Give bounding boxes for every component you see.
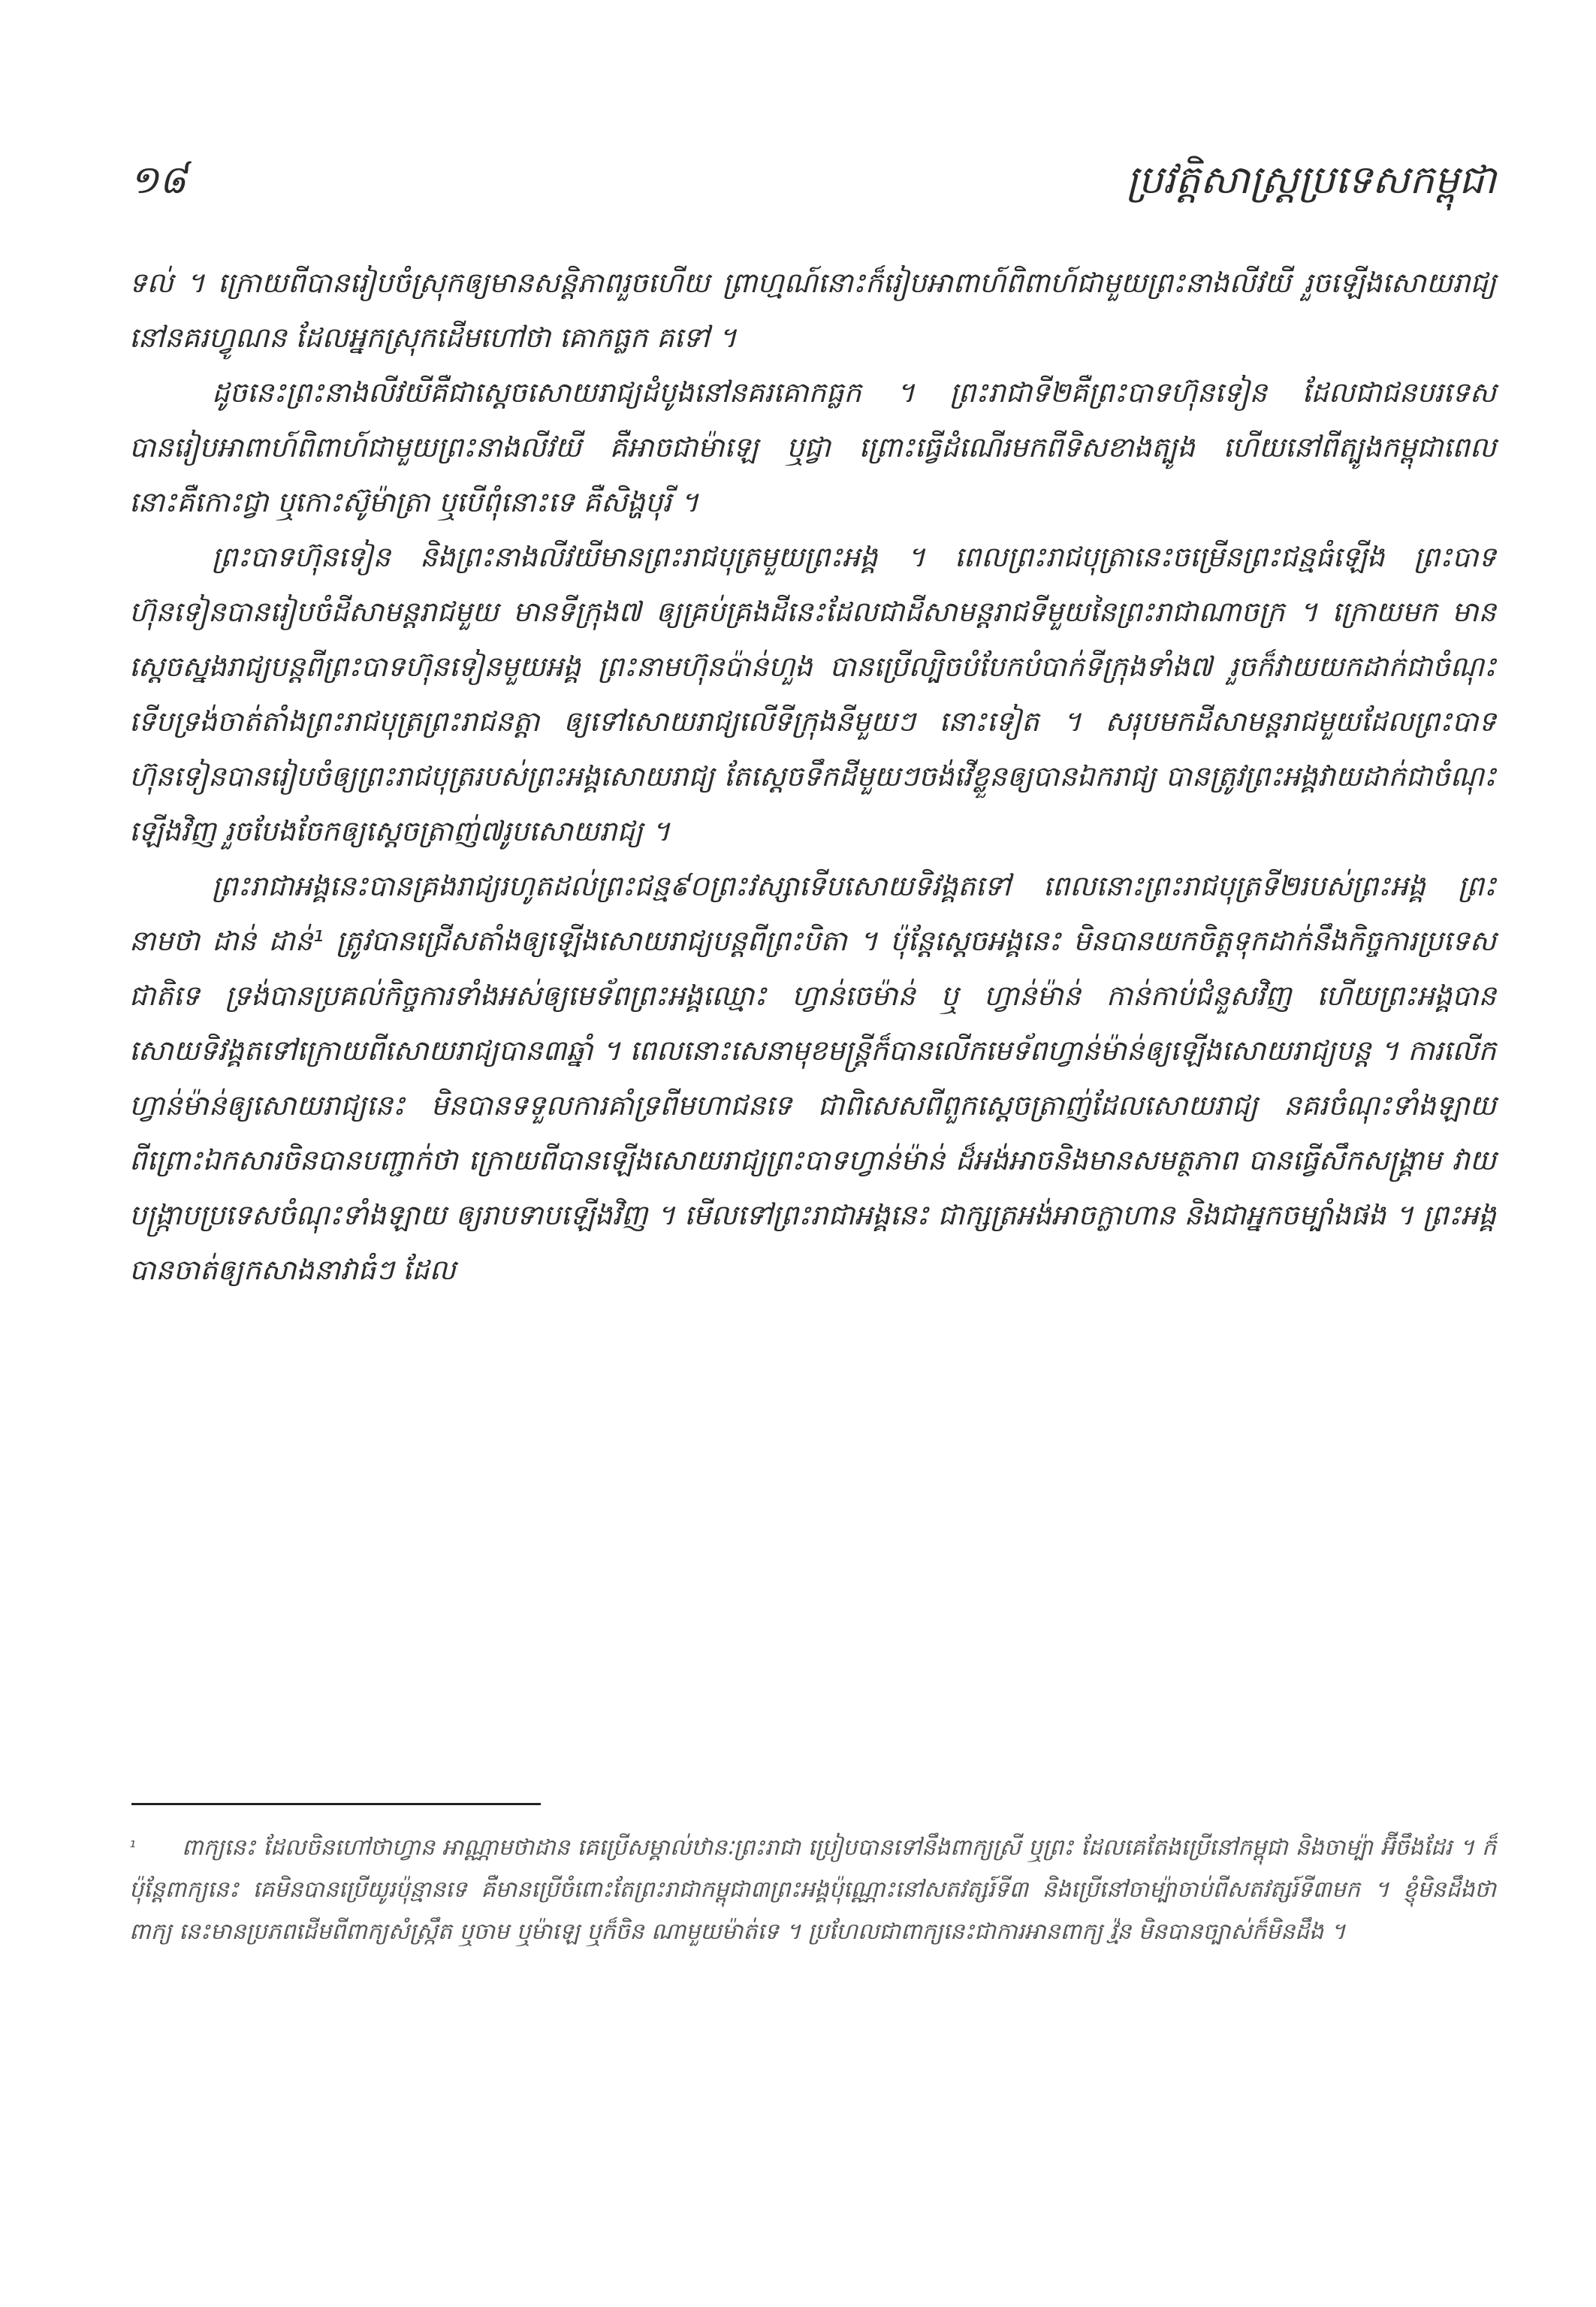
body-text	[129, 255, 1496, 1297]
paragraph-1: ទល់ ។ ក្រោយពីបានរៀបចំស្រុកឲ្យមានសន្តិភាពរួចហើយ ព្រាហ្មណ៍នោះក៏រៀបអាពាហ៍ពិពាហ៍ជាមួយព្រះនាងលីវយី រួចឡើងសោយរាជ្យនៅនគរហ្វូណន ដែលអ្នកស្រុកដើមហៅថា គោកធ្លក គទៅ ។	[129, 267, 1496, 354]
page-number: ១៨	[129, 158, 187, 203]
paragraph-2: ដូចនេះព្រះនាងលីវយីគឺជាស្តេចសោយរាជ្យដំបូងនៅនគរគោកធ្លក ។ ព្រះរាជាទី២គឺព្រះបាទហ៊ុនទៀន ដែលជាជនបរទេសបានរៀបអាពាហ៍ពិពាហ៍ជាមួយព្រះនាងលីវយី គឺអាចជាម៉ាឡេ ឬជ្វា ព្រោះធ្វើដំណើរមកពីទិសខាងត្បូង ហើយនៅពីត្បូងកម្ពុជាពេលនោះគឺកោះជ្វា ឬកោះស៊ូម៉ាត្រា ឬបើពុំនោះទេ គឺសិង្ហបុរី ។	[129, 376, 1496, 518]
page-header	[129, 150, 1496, 218]
footnote-divider	[131, 1803, 541, 1805]
footnote-text: ពាក្យនេះ ដែលចិនហៅថាហ្វាន អាណ្ណាមថាដាន គេប្រើសម្គាល់ឋានៈព្រះរាជា ប្រៀបបានទៅនឹងពាក្យស្រី ឬព្រះ ដែលគេតែងប្រើនៅកម្ពុជា និងចាម្ប៉ា អ៊ីចឹងដែរ ។ ក៏ប៉ុន្តែពាក្យនេះ គេមិនបានប្រើយូរប៉ុន្មានទេ គឺមានប្រើចំពោះតែព្រះរាជាកម្ពុជា៣ព្រះអង្គប៉ុណ្ណោះនៅសតវត្សរ៍ទី៣ និងប្រើនៅចាម្ប៉ាចាប់ពីសតវត្សរ៍ទី៣មក ។ ខ្ញុំមិនដឹងថាពាក្យ នេះមានប្រភពដើមពីពាក្យសំស្ក្រឹត ឬចាម ឬម៉ាឡេ ឬក៏ចិន ណាមួយម៉ាត់ទេ ។ ប្រហែលជាពាក្យនេះជាការអានពាក្យ វ្ម៉ន មិនបានច្បាស់ក៏មិនដឹង ។	[129, 1834, 1496, 1945]
paragraph-3: ព្រះបាទហ៊ុនទៀន និងព្រះនាងលីវយីមានព្រះរាជបុត្រមួយព្រះអង្គ ។ ពេលព្រះរាជបុត្រានេះចម្រើនព្រះជន្មធំឡើង ព្រះបាទហ៊ុនទៀនបានរៀបចំដីសាមន្តរាជមួយ មានទីក្រុង៧ ឲ្យគ្រប់គ្រងដីនេះដែលជាដីសាមន្តរាជទីមួយនៃព្រះរាជាណាចក្រ ។ ក្រោយមក មានស្តេចស្នងរាជ្យបន្តពីព្រះបាទហ៊ុនទៀនមួយអង្គ ព្រះនាមហ៊ុនប៉ាន់ហួង បានប្រើល្បិចបំបែកបំបាក់ទីក្រុងទាំង៧ រួចក៏វាយយកដាក់ជាចំណុះ ទើបទ្រង់ចាត់តាំងព្រះរាជបុត្រព្រះរាជនត្តា ឲ្យទៅសោយរាជ្យលើទីក្រុងនីមួយៗ នោះទៀត ។ សរុបមកដីសាមន្តរាជមួយដែលព្រះបាទហ៊ុនទៀនបានរៀបចំឲ្យព្រះរាជបុត្ររបស់ព្រះអង្គសោយរាជ្យ តែស្តេចទឹកដីមួយៗចង់វើខ្លួនឲ្យបានឯករាជ្យ បានត្រូវព្រះអង្គវាយដាក់ជាចំណុះឡើងវិញ រួចបែងចែកឲ្យស្តេចត្រាញ់៧រូបសោយរាជ្យ ។	[129, 541, 1496, 847]
paragraph-4: ព្រះរាជាអង្គនេះបានគ្រងរាជ្យរហូតដល់ព្រះជន្ម៩០ព្រះវស្សាទើបសោយទិវង្គតទៅ ពេលនោះព្រះរាជបុត្រទី២របស់ព្រះអង្គ ព្រះនាមថា ដាន់ ដាន់¹ ត្រូវបានជ្រើសតាំងឲ្យឡើងសោយរាជ្យបន្តពីព្រះបិតា ។ ប៉ុន្តែស្តេចអង្គនេះ មិនបានយកចិត្តទុកដាក់នឹងកិច្ចការប្រទេសជាតិទេ ទ្រង់បានប្រគល់កិច្ចការទាំងអស់ឲ្យមេទ័ពព្រះអង្គឈ្មោះ ហ្វាន់ចេម៉ាន់ ឬ ហ្វាន់ម៉ាន់ កាន់កាប់ជំនួសវិញ ហើយព្រះអង្គបានសោយទិវង្គតទៅក្រោយពីសោយរាជ្យបាន៣ឆ្នាំ ។ ពេលនោះសេនាមុខមន្ត្រីក៏បានលើកមេទ័ពហ្វាន់ម៉ាន់ឲ្យឡើងសោយរាជ្យបន្ត ។ ការលើក ហ្វាន់ម៉ាន់ឲ្យសោយរាជ្យនេះ មិនបានទទួលការគាំទ្រពីមហាជនទេ ជាពិសេសពីពួកស្តេចត្រាញ់ដែលសោយរាជ្យ នគរចំណុះទាំងឡាយ ពីព្រោះឯកសារចិនបានបញ្ជាក់ថា ក្រោយពីបានឡើងសោយរាជ្យព្រះបាទហ្វាន់ម៉ាន់ ដ៏អង់អាចនិងមានសមត្ថភាព បានធ្វើសឹកសង្គ្រាម វាយបង្ក្រាបប្រទេសចំណុះទាំងឡាយ ឲ្យរាបទាបឡើងវិញ ។ មើលទៅព្រះរាជាអង្គនេះ ជាក្សត្រអង់អាចក្លាហាន និងជាអ្នកចម្បាំងផង ។ ព្រះអង្គបានចាត់ឲ្យកសាងនាវាធំៗ ដែល	[129, 870, 1496, 1286]
footnote-marker: ¹	[129, 1838, 136, 1857]
footnote-1	[129, 1827, 1496, 1953]
running-title: ប្រវត្តិសាស្ត្រប្រទេសកម្ពុជា	[1126, 158, 1496, 203]
footnotes	[129, 1827, 1496, 1953]
